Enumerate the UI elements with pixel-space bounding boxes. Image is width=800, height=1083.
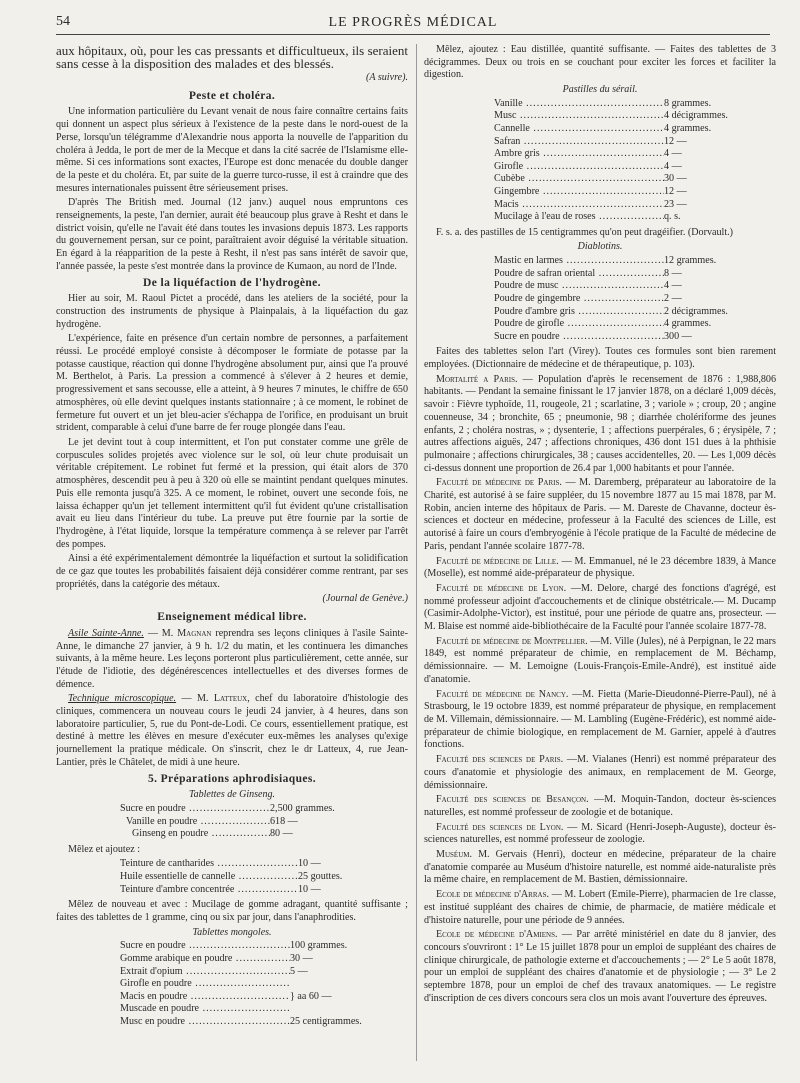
news-faculte-paris: Faculté de médecine de Paris. — M. Daremberg, préparateur au laboratoire de la Charité, est autorisé à se faire suppléer, du 15 novembre 1877 au 15 mai 1878, par M. Robin, ancien interne des hôpitaux de Paris. — M. Dareste de Chavanne, docteur ès-sciences et docteur en médecine, professeur à la Faculté des sciences de Lille, est autorisé à faire un cours d'embryogénie à l'école pratique de la Faculté de médecine de Paris, pendant l'année scolaire 1877-78.: [424, 477, 776, 552]
ginseng-title: Tablettes de Ginseng.: [188, 789, 275, 801]
recipe-row: Gomme arabique en poudre ..... 30 —: [120, 953, 370, 966]
recipe-row: Poudre de girofle ..... 4 grammes.: [494, 318, 744, 331]
tablettes-note: Mêlez, ajoutez : Eau distillée, quantité suffisante. — Faites des tablettes de 3 décigrammes. Deux ou trois en se couchant pour exciter les forces et faciliter la digestion.: [424, 44, 776, 81]
recipe-row: Sucre en poudre ..... 100 grammes.: [120, 940, 370, 953]
column-divider: [416, 44, 417, 1061]
right-column: [424, 44, 776, 1063]
recipe-row: Safran ..... 12 —: [494, 136, 744, 149]
serail-title: Pastilles du sérail.: [562, 84, 638, 96]
news-faculte-lyon: Faculté de médecine de Lyon. —M. Delore, chargé des fonctions d'agrégé, est nommé professeur adjoint d'accouchements et de clinique obstétricale.— M. Ducamp (Casimir-Adolphe-Victor), est institué, pour une période de quatre ans, prosecteur. — M. Blaise est nommé aide-bibliothécaire de la Faculté pour l'année scolaire 1877-78.: [424, 582, 776, 633]
news-museum: Muséum. M. Gervais (Henri), docteur en médecine, préparateur de la chaire d'anatomie comparée au Muséum d'histoire naturelle, est nommé aide-naturaliste près la même chaire, en remplacement de M. Bastien, démissionnaire.: [424, 849, 776, 886]
recipe-row: Girofle en poudre .....: [120, 978, 370, 991]
peste-paragraph-1: Une information particulière du Levant venait de nous faire connaître certains faits qui donnent un aspect plus sérieux à l'existence de la peste dans le nord-ouest de la Perse, lorsqu'un télégramme d'Alexandrie nous apporta la nouvelle de l'apparition du choléra à Jedda, le port de mer de la Mecque et dans la cité sacrée de l'Islamisme elle-même. Si ces informations sont exactes, l'Europe est donc menacée du double danger de la peste et du choléra. Et, par suite de la guerre turco-russe, il est à craindre que des mesures internationales puissent être sérieusement prises.: [56, 106, 408, 194]
left-column: [56, 44, 408, 1063]
recipe-row: Vanille ..... 8 grammes.: [494, 98, 744, 111]
news-faculte-lille: Faculté de médecine de Lille. — M. Emmanuel, né le 23 décembre 1839, à Mance (Moselle), est nommé aide-préparateur de physique.: [424, 555, 776, 580]
recipe-row: Extrait d'opium ..... 5 —: [120, 966, 370, 979]
news-mortalite: Mortalité a Paris. — Population d'après le recensement de 1876 : 1,988,806 habitants. — Pendant la semaine finissant le 17 janvier 1878, on a déclaré 1,009 décès, savoir : Fièvre typhoïde, 11, rougeole, 21 ; scarlatine, 3 ; variole » ; croup, 20 ; angine couenneuse, 34 ; bronchite, 65 ; pneumonie, 98 ; diarrhée cholériforme des jeunes enfants, 2 ; choléra nostras, » ; dysenterie, 1 ; affections puerpérales, 6 ; érysipèle, 7 ; autres affections aiguës, 247 ; affections chroniques, 436 dont 151 dues à la phthisie pulmonaire ; affections chirurgicales, 38 ; causes accidentelles, 20. — Les 1,009 décès ci-dessus donnent une proportion de 26.4 par 1,000 habitants et pour l'année.: [424, 373, 776, 474]
heading-hydrogene: De la liquéfaction de l'hydrogène.: [143, 276, 321, 289]
asile-lead: Asile Sainte-Anne.: [68, 627, 144, 639]
recipe-row: Musc en poudre ..... 25 centigrammes.: [120, 1016, 370, 1029]
news-sciences-paris: Faculté des sciences de Paris. —M. Vialanes (Henri) est nommé préparateur des cours d'anatomie et physiologie des animaux, en remplacement de M. George, démissionnaire.: [424, 754, 776, 791]
recipe-row: Sucre en poudre ..... 300 —: [494, 331, 744, 344]
recipe-row: Huile essentielle de cannelle ..... 25 gouttes.: [120, 871, 370, 884]
technique-text: , chef du laboratoire d'histologie des cliniques, commencera un nouveau cours le jeudi 24 janvier, à 4 heures, dans son laboratoire particulier, 5, rue du Pont-de-Lodi. Ce cours, essentiellement pratique, est destiné à mettre les élèves en mesure d'exécuter eux-mêmes les analyses qu'exige journellement la pratique médicale. On s'inscrit, chez le dr Latteux, 4, rue Jean-Lantier, près le Châtelet, de midi à une heure.: [56, 693, 408, 768]
serail-recipe: [424, 98, 744, 224]
asile-name: Magnan: [177, 627, 212, 639]
news-sciences-lyon: Faculté des sciences de Lyon. — M. Sicard (Henri-Joseph-Auguste), docteur ès-sciences naturelles, est nommé professeur de zoologie.: [424, 821, 776, 846]
mongoles-recipe: [56, 940, 370, 1028]
asile-prefix: — M.: [147, 627, 174, 639]
serail-note: F. s. a. des pastilles de 15 centigrammes qu'on peut dragéifier. (Dorvault.): [436, 226, 734, 238]
recipe-row: Gingembre ..... 12 —: [494, 186, 744, 199]
peste-paragraph-2: D'après The British med. Journal (12 janv.) auquel nous empruntons ces renseignements, la peste, l'an dernier, aurait été beaucoup plus grave à Resht et dans le district voisin, qu'elle ne l'avait été dans toutes les invasions depuis 1873. Les rapports du gouvernement persan, sur ce point, paraîtraient avoir déguisé la véritable situation. En égard à la réapparition de la peste à Resht, il n'est pas sans intérêt de savoir que, l'année passée, la peste s'est montrée dans la province de Kumaon, au nord de l'Inde.: [56, 197, 408, 272]
recipe-row: Macis ..... 23 —: [494, 199, 744, 212]
news-ecole-arras: Ecole de médecine d'Arras. — M. Lobert (Emile-Pierre), pharmacien de 1re classe, est institué suppléant des chaires de chimie, de pharmacie, de matière médicale et d'histoire naturelle, pour une période de 9 années.: [424, 889, 776, 926]
ginseng-note: Mêlez de nouveau et avec : Mucilage de gomme adragant, quantité suffisante ; faites des tablettes de 1 gramme, cinq ou six par jour, dans l'anaphrodities.: [56, 899, 408, 923]
news-faculte-nancy: Faculté de médecine de Nancy. —M. Fietta (Marie-Dieudonné-Pierre-Paul), né à Strasbourg, le 19 octobre 1839, est nommé préparateur de physique, en remplacement de M. Villemain, démissionnaire. — M. Lambling (Eugène-Frédéric), est nommé aide-préparateur de chimie biologique, en remplacement de M. Garnier, appelé à d'autres fonctions.: [424, 688, 776, 751]
hydrogene-paragraph-2: L'expérience, faite en présence d'un certain nombre de personnes, a parfaitement réussi. Le procédé employé consiste à décomposer le formiate de potasse par la potasse caustique, réaction qui donne l'hydrogène absolument pur, ainsi que l'a prouvé M. Berthelot, à Paris. La pression a commencé à s'élever à 2 heures et demie, progressivement et sans secousse, elle a atteint, à 9 heures 7 minutes, le chiffre de 650 atmosphères, où elle devint quelques instants stationnaire ; à ce moment, le robinet de fermeture fut ouvert et un jet bleu-acier s'échappa de l'orifice, en produisant un bruit strident, comparable à celui d'une barre de fer rouge plongée dans l'eau.: [56, 333, 408, 434]
intro-paragraph: aux hôpitaux, où, pour les cas pressants et difficultueux, ils seraient sans cesse à la disposition des malades et des blessés.: [56, 44, 408, 71]
recipe-row: Girofle ..... 4 —: [494, 161, 744, 174]
recipe-row: Teinture de cantharides ..... 10 —: [120, 858, 370, 871]
recipe-row: Ginseng en poudre ..... 80 —: [120, 828, 340, 841]
heading-aphrodisiaques: 5. Préparations aphrodisiaques.: [147, 772, 317, 785]
ginseng-recipe-2: [56, 858, 370, 896]
diablotins-title: Diablotins.: [577, 241, 623, 253]
technique-lead: Technique microscopique.: [68, 693, 177, 705]
page-header: [56, 14, 770, 35]
recipe-row: Muscade en poudre .....: [120, 1003, 370, 1016]
recipe-row: Ambre gris ..... 4 —: [494, 148, 744, 161]
recipe-row: Mucilage à l'eau de roses ..... q. s.: [494, 211, 744, 224]
recipe-row: Mastic en larmes ..... 12 grammes.: [494, 255, 744, 268]
enseignement-paragraph-2: [56, 693, 408, 769]
recipe-row: Sucre en poudre ..... 2,500 grammes.: [120, 803, 340, 816]
news-ecole-amiens: Ecole de médecine d'Amiens. — Par arrêté ministériel en date du 8 janvier, des concours s'ouvriront : 1° Le 15 juillet 1878 pour un emploi de suppléant des chaires de clinique chirurgicale, de pathologie externe et d'accouchements ; — 2° Le 5 août 1878, pour un emploi de suppléant des chaires d'anatomie et de physiologie ; — 3° Le 2 septembre 1878, pour un emploi de chef des travaux anatomiques. — Le registre d'inscription de ces divers concours sera clos un mois avant l'ouverture des épreuves.: [424, 929, 776, 1004]
news-sciences-besancon: Faculté des sciences de Besançon. —M. Moquin-Tandon, docteur ès-sciences naturelles, est nommé professeur de zoologie et de botanique.: [424, 794, 776, 818]
technique-prefix: — M.: [181, 693, 209, 705]
recipe-row: Poudre de musc ..... 4 —: [494, 280, 744, 293]
news-faculte-montpellier: Faculté de médecine de Montpellier. —M. Ville (Jules), né à Perpignan, le 22 mars 1849, est nommé préparateur de chimie, en remplacement de M. Béchamp, démissionnaire. — M. Lemoigne (Louis-François-Emile-André), est institué aide d'anatomie.: [424, 635, 776, 685]
recipe-row: Cannelle ..... 4 grammes.: [494, 123, 744, 136]
diablotins-note: Faites des tablettes selon l'art (Virey). Toutes ces formules sont bien rarement employées. (Dictionnaire de médecine et de thérapeutique, p. 103).: [424, 346, 776, 371]
recipe-row: Macis en poudre ..... } aa 60 —: [120, 991, 370, 1004]
heading-enseignement: Enseignement médical libre.: [157, 611, 307, 624]
technique-name: Latteux: [213, 693, 248, 705]
heading-peste-cholera: Peste et choléra.: [188, 89, 276, 102]
diablotins-recipe: [424, 255, 744, 343]
page-number: 54: [56, 14, 70, 29]
ginseng-recipe: [56, 803, 340, 841]
recipe-row: Vanille en poudre ..... 618 —: [120, 816, 340, 829]
hydrogene-paragraph-4: Ainsi a été expérimentalement démontrée la liquéfaction et surtout la solidification de ce gaz que toutes les probabilités faisaient déjà considérer comme rentrant, par ses propriétés, dans la catégorie des métaux.: [56, 553, 408, 590]
recipe-row: Poudre de safran oriental ..... 8 —: [494, 268, 744, 281]
recipe-row: Teinture d'ambre concentrée ..... 10 —: [120, 884, 370, 897]
mongoles-title: Tablettes mongoles.: [192, 926, 272, 938]
hydrogene-paragraph-3: Le jet devint tout à coup intermittent, et l'on put constater comme une grêle de corpuscules solides projetés avec violence sur le sol, où leur chute produisait un véritable crépitement. Le robinet fut fermé et la pression, qui était alors de 370 atmosphères, descendit peu à peu à 320 où elle se maintint pendant quelques minutes. Puis elle remonta jusqu'à 325. A ce moment, le robinet, ouvert une seconde fois, ne laissa échapper qu'un jet tellement intermittent qu'il fut évident qu'une cristallisation avait eu lieu dans l'intérieur du tube. La preuve put être fournie par la sortie de l'hydrogène, à l'état liquide, lorsque la température commença à se relever par l'arrêt des pompes.: [56, 436, 408, 550]
recipe-row: Musc ..... 4 décigrammes.: [494, 110, 744, 123]
recipe-row: Poudre d'ambre gris ..... 2 décigrammes.: [494, 306, 744, 319]
journal-title: LE PROGRÈS MÉDICAL: [328, 15, 498, 30]
ginseng-melez: Mêlez et ajoutez :: [68, 843, 141, 855]
hydrogene-signature: (Journal de Genève.): [322, 593, 408, 605]
recipe-row: Cubèbe ..... 30 —: [494, 173, 744, 186]
hydrogene-paragraph-1: Hier au soir, M. Raoul Pictet a procédé, dans les ateliers de la société, pour la construction des instruments de physique à Plainpalais, à la liquéfaction du gaz hydrogène.: [56, 293, 408, 330]
asile-text: reprendra ses leçons cliniques à l'asile Sainte-Anne, le dimanche 27 janvier, à 9 h. 1/2 du matin, et les continuera les dimanches suivants, à la même heure. Les leçons porteront plus particulièrement, cette année, sur l'étude de l'idiotie, des dégénérescences intellectuelles et des diverses formes de démence.: [56, 627, 408, 690]
recipe-row: Poudre de gingembre ..... 2 —: [494, 293, 744, 306]
intro-signature: (A suivre).: [365, 72, 408, 83]
enseignement-paragraph-1: [56, 628, 408, 692]
